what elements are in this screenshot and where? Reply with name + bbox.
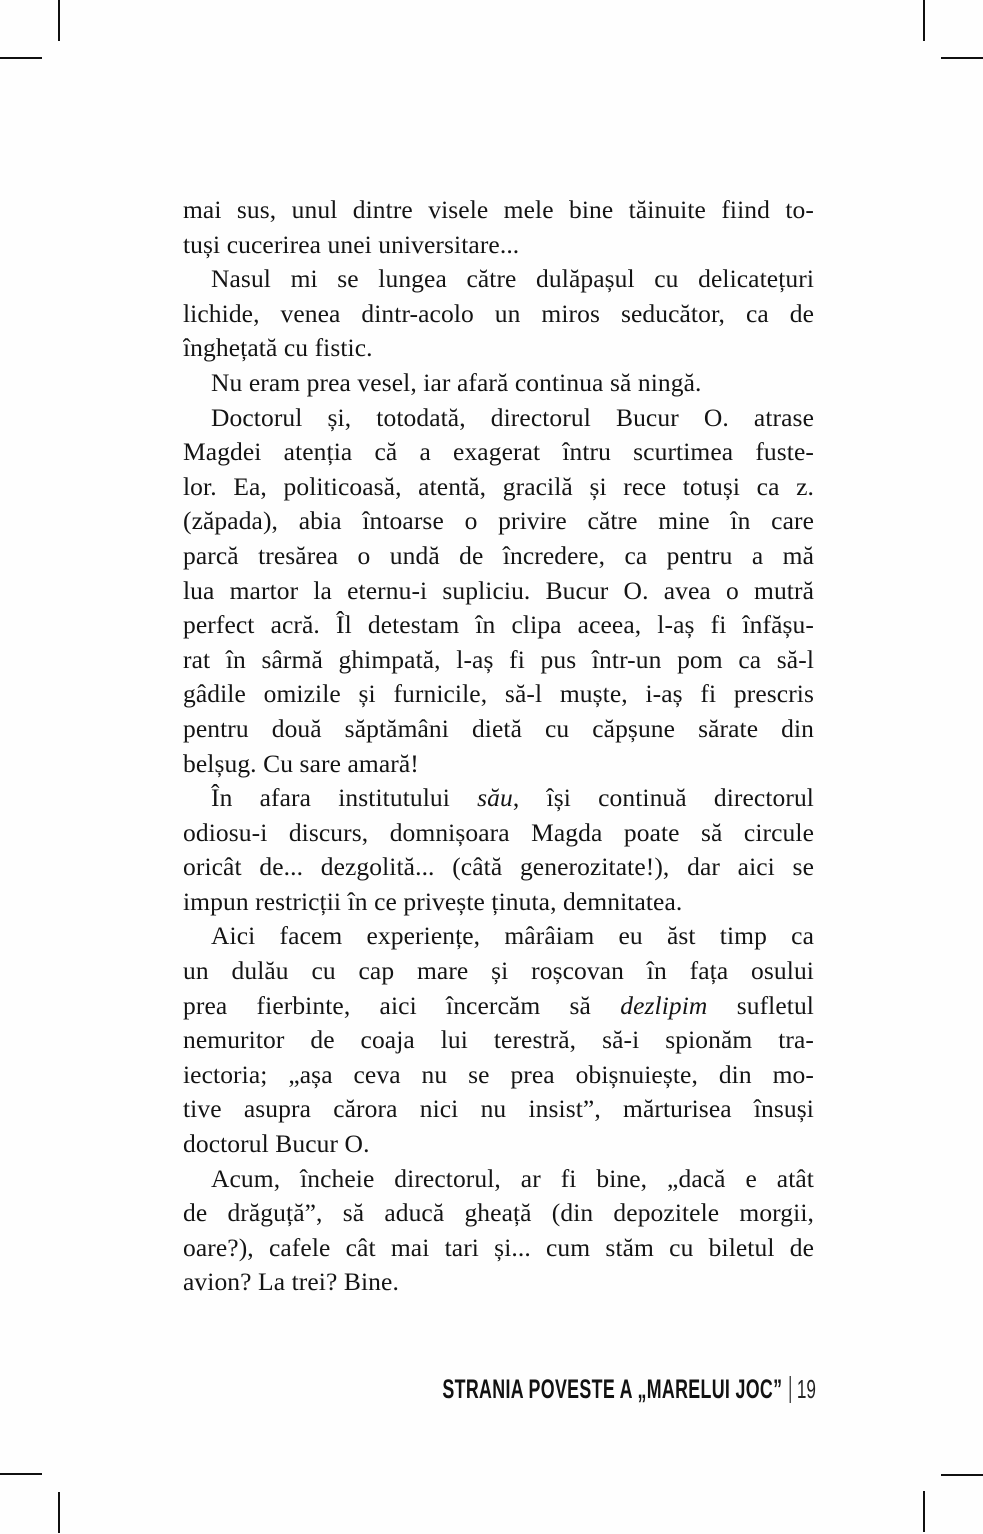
- paragraph: [183, 919, 814, 1161]
- page-footer: [442, 1374, 816, 1405]
- text-line: un dulău cu cap mare și roșcovan în fața osului: [183, 956, 814, 986]
- crop-mark-bottom-right-vertical: [923, 1491, 925, 1532]
- text-line: belșug. Cu sare amară!: [183, 748, 419, 778]
- text-line: lor. Ea, politicoasă, atentă, gracilă și rece totuși ca z.: [183, 471, 814, 501]
- text-line: Nu eram prea vesel, iar afară continua să ningă.: [211, 367, 702, 397]
- text-line: Acum, încheie directorul, ar fi bine, „dacă e atât: [211, 1163, 814, 1193]
- crop-mark-bottom-left-horizontal: [0, 1473, 42, 1475]
- text-line: gâdile omizile și furnicile, să-l muște, i-aș fi prescris: [183, 679, 814, 709]
- crop-mark-bottom-right-horizontal: [941, 1474, 983, 1476]
- text-line: perfect acră. Îl detestam în clipa aceea, l-aș fi înfășu-: [183, 610, 814, 640]
- text-line: În afara institutului său, își continuă directorul: [211, 783, 814, 813]
- text-line: odiosu-i discurs, domnișoara Magda poate să circule: [183, 817, 814, 847]
- text-line: Magdei atenția că a exagerat întru scurtimea fuste-: [183, 437, 814, 467]
- crop-mark-bottom-left-vertical: [58, 1492, 60, 1533]
- text-line: lua martor la eternu-i supliciu. Bucur O. avea o mutră: [183, 575, 814, 605]
- text-line: nemuritor de coaja lui terestră, să-i spionăm tra-: [183, 1025, 814, 1055]
- paragraph: [183, 401, 814, 782]
- text-line: iectoria; „așa ceva nu se prea obișnuiește, din mo-: [183, 1059, 814, 1089]
- text-line: rat în sârmă ghimpată, l-aș fi pus într-un pom ca să-l: [183, 644, 814, 674]
- footer-divider: [790, 1376, 791, 1403]
- text-line: avion? La trei? Bine.: [183, 1267, 399, 1297]
- text-line: de drăguță”, să aducă gheață (din depozitele morgii,: [183, 1198, 814, 1228]
- text-line: Nasul mi se lungea către dulăpașul cu delicatețuri: [211, 264, 814, 294]
- page-number: 19: [796, 1374, 816, 1404]
- running-title: STRANIA POVESTE A „MARELUI JOC”: [442, 1374, 783, 1404]
- paragraph: [183, 262, 814, 366]
- text-line: tive asupra cărora nici nu insist”, mărturisea însuși: [183, 1094, 814, 1124]
- paragraph: [183, 781, 814, 919]
- text-line: (zăpada), abia întoarse o privire către mine în care: [183, 506, 814, 536]
- crop-mark-top-right-vertical: [923, 0, 925, 41]
- crop-mark-top-right-horizontal: [941, 57, 983, 59]
- text-line: parcă tresărea o undă de încredere, ca pentru a mă: [183, 540, 814, 570]
- text-line: mai sus, unul dintre visele mele bine tăinuite fiind to-: [183, 195, 814, 224]
- italic-text: dezlipim: [620, 990, 708, 1020]
- text-line: doctorul Bucur O.: [183, 1129, 370, 1159]
- paragraph: [183, 1162, 814, 1300]
- text-line: oare?), cafele cât mai tari și... cum stăm cu biletul de: [183, 1232, 814, 1262]
- text-line: prea fierbinte, aici încercăm să dezlipim sufletul: [183, 990, 814, 1020]
- crop-mark-top-left-horizontal: [0, 57, 42, 59]
- page-text: [183, 193, 814, 1300]
- text-line: înghețată cu fistic.: [183, 333, 373, 363]
- text-line: tuși cucerirea unei universitare...: [183, 229, 520, 259]
- text-line: pentru două săptămâni dietă cu căpșune sărate din: [183, 713, 814, 743]
- paragraph: [183, 193, 814, 262]
- italic-text: său: [477, 783, 513, 813]
- paragraph: [183, 366, 814, 401]
- text-line: Doctorul și, totodată, directorul Bucur O. atrase: [211, 402, 814, 432]
- crop-mark-top-left-vertical: [58, 0, 60, 41]
- text-line: oricât de... dezgolită... (câtă generozitate!), dar aici se: [183, 852, 814, 882]
- text-line: lichide, venea dintr-acolo un miros seducător, ca de: [183, 298, 814, 328]
- text-line: impun restricții în ce privește ținuta, demnitatea.: [183, 886, 683, 916]
- text-line: Aici facem experiențe, mârâiam eu ăst timp ca: [211, 921, 814, 951]
